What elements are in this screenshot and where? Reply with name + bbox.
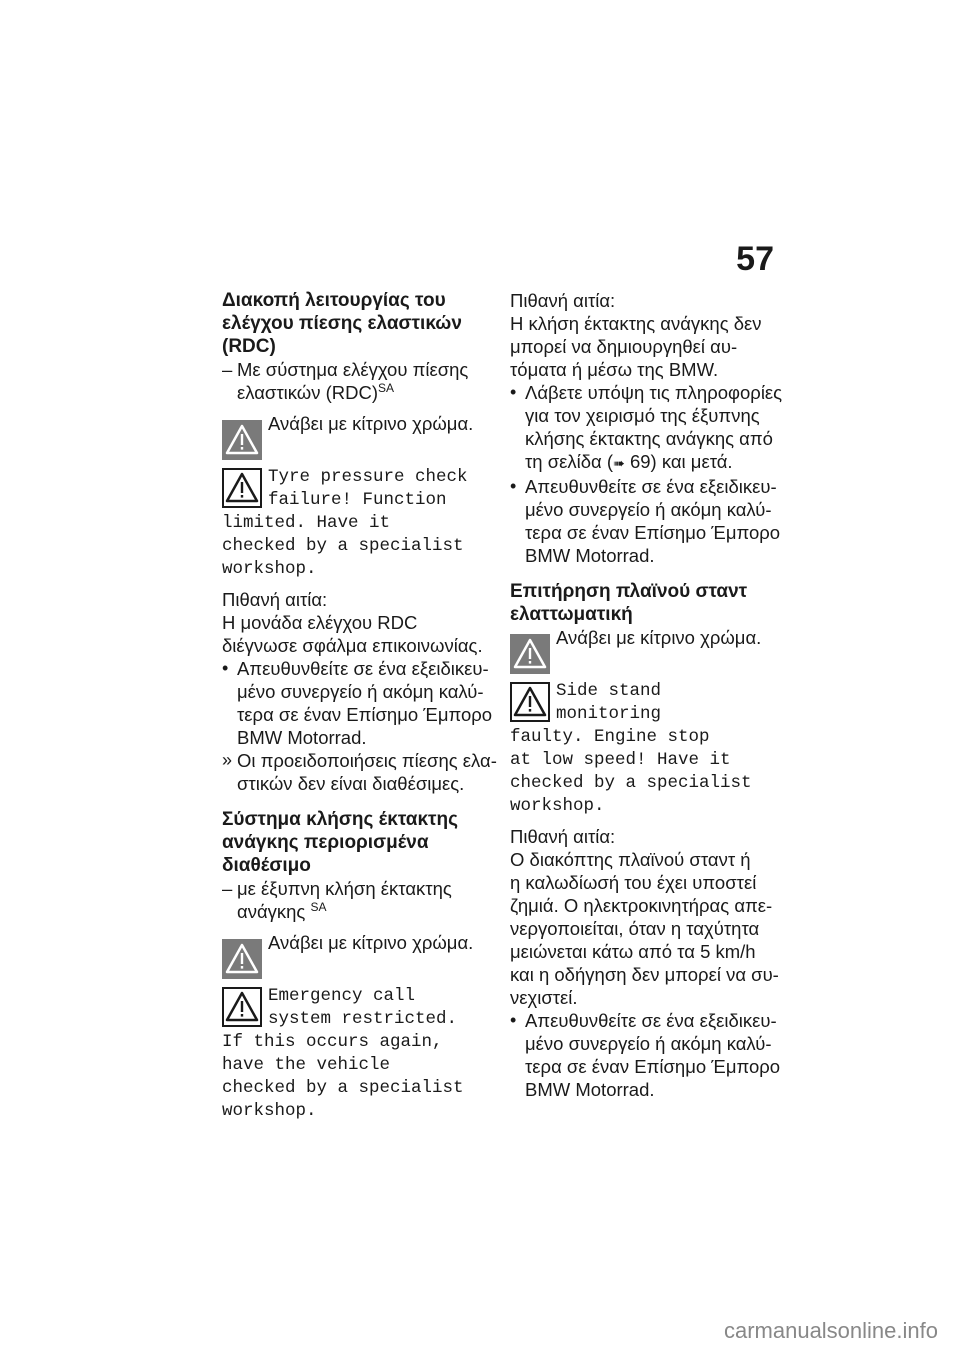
cause-line: μειώνεται κάτω από τα 5 km/h [510,941,756,962]
warning-triangle-filled-icon [222,939,262,979]
bullet-line: τερα σε έναν Επίσημο Έμπορο [525,522,781,543]
display-line: Tyre pressure check [268,467,468,487]
warning-triangle-outline-icon [510,682,550,722]
warning-triangle-filled-icon [510,634,550,674]
warning-triangle-outline-icon [222,468,262,508]
rdc-bullet [222,657,492,749]
ecall-indicator [222,931,492,979]
bullet-line: τερα σε έναν Επίσημο Έμπορο [237,704,493,725]
heading-line: ελαττωματική [510,604,633,625]
right-column [510,289,785,1101]
page-reference-link[interactable]: 69 [629,451,651,472]
display-line: failure! Function [268,490,447,510]
bullet-line: BMW Motorrad. [525,545,655,566]
display-line: Side stand [556,681,662,701]
heading-line: ανάγκης περιορισμένα [222,832,429,853]
bullet-line: κλήσης έκτακτης ανάγκης από [525,428,773,449]
bullet-line: τη σελίδα (➠ 69) και μετά. [525,451,733,472]
bullet-line: μένο συνεργείο ή ακόμη καλύ- [237,681,484,702]
rdc-display-message [222,466,492,581]
stand-indicator [510,626,785,674]
heading-line: Επιτήρηση πλαϊνού σταντ [510,581,748,602]
cause-line: Η μονάδα ελέγχου RDC [222,612,418,633]
left-column [222,289,497,1123]
condition-line: ελαστικών (RDC)$^{SA}$ [237,380,395,403]
display-line: checked by a specialist [222,536,464,556]
cause-line: ζημιά. Ο ηλεκτροκινητήρας απε- [510,895,773,916]
cause-line: και η οδήγηση δεν μπορεί να συ- [510,964,779,985]
cause-line: νεργοποιείται, όταν η ταχύτητα [510,918,760,939]
ecall-condition [222,877,492,923]
dash-mark: – [222,878,233,899]
indicator-text: Ανάβει με κίτρινο χρώμα. [556,627,762,648]
cause-line: διέγνωσε σφάλμα επικοινωνίας. [222,635,483,656]
bullet-line: Απευθυνθείτε σε ένα εξειδικευ- [525,1010,777,1031]
display-line: Emergency call [268,986,416,1006]
ecall-display-message [222,985,492,1123]
dash-mark: – [222,359,233,380]
display-line: monitoring [556,704,662,724]
display-line: If this occurs again, [222,1032,443,1052]
display-line: limited. Have it [222,513,391,533]
display-line: checked by a specialist [510,773,752,793]
condition-line: Με σύστημα ελέγχου πίεσης [237,359,469,380]
bullet-line: τερα σε έναν Επίσημο Έμπορο [525,1056,781,1077]
rdc-indicator [222,412,492,460]
cause-line: Ο διακόπτης πλαϊνού σταντ ή [510,849,751,870]
stand-bullet [510,1009,785,1101]
bullet-mark: • [510,1010,517,1030]
ecall-bullet-info [510,381,785,475]
heading-line: διαθέσιμο [222,855,311,876]
heading-line: Διακοπή λειτουργίας του [222,290,446,311]
cause-line: νεχιστεί. [510,987,578,1008]
heading-line: (RDC) [222,336,276,357]
condition-line: ανάγκης $^{SA}$ [237,899,327,922]
condition-line: με έξυπνη κλήση έκτακτης [237,878,452,899]
bullet-mark: • [510,382,517,402]
ecall-bullet-workshop [510,475,785,567]
display-line: workshop. [222,1101,317,1121]
cause-line: η καλωδίωσή του έχει υποστεί [510,872,757,893]
bullet-line: για τον χειρισμό της έξυπνης [525,405,760,426]
cause-line: τόματα ή μέσω της BMW. [510,359,719,380]
display-line: faulty. Engine stop [510,727,710,747]
bullet-line: μένο συνεργείο ή ακόμη καλύ- [525,1033,772,1054]
display-line: at low speed! Have it [510,750,731,770]
page-number: 57 [736,240,774,278]
rdc-heading [222,289,492,358]
cause-line: Η κλήση έκτακτης ανάγκης δεν [510,313,762,334]
bullet-line: Απευθυνθείτε σε ένα εξειδικευ- [237,658,489,679]
heading-line: Σύστημα κλήσης έκτακτης [222,809,459,830]
sa-superscript: SA [310,899,327,914]
heading-line: ελέγχου πίεσης ελαστικών [222,313,462,334]
cause-label: Πιθανή αιτία: [510,290,616,311]
bullet-line: BMW Motorrad. [237,727,367,748]
display-line: workshop. [222,559,317,579]
result-line: Οι προειδοποιήσεις πίεσης ελα- [237,750,497,771]
warning-triangle-outline-icon [222,987,262,1027]
display-line: system restricted. [268,1009,458,1029]
bullet-line: Λάβετε υπόψη τις πληροφορίες [525,382,783,403]
cause-label: Πιθανή αιτία: [510,826,616,847]
display-line: checked by a specialist [222,1078,464,1098]
rdc-result [222,749,497,795]
sa-superscript: SA [378,380,395,395]
stand-display-message [510,680,785,818]
watermark: carmanualsonline.info [723,1318,938,1343]
bullet-mark: • [222,658,229,678]
bullet-line: μένο συνεργείο ή ακόμη καλύ- [525,499,772,520]
cause-label: Πιθανή αιτία: [222,589,328,610]
stand-heading [510,580,785,626]
cause-line: μπορεί να δημιουργηθεί αυ- [510,336,738,357]
result-mark: » [222,750,233,770]
bullet-mark: • [510,476,517,496]
arrow-right-icon: ➠ [613,455,625,471]
bullet-line: BMW Motorrad. [525,1079,655,1100]
result-line: στικών δεν είναι διαθέσιμες. [237,773,465,794]
display-line: workshop. [510,796,605,816]
rdc-condition [222,358,492,404]
display-line: have the vehicle [222,1055,391,1075]
bullet-line: Απευθυνθείτε σε ένα εξειδικευ- [525,476,777,497]
indicator-text: Ανάβει με κίτρινο χρώμα. [268,413,474,434]
ecall-heading [222,808,492,877]
warning-triangle-filled-icon [222,420,262,460]
indicator-text: Ανάβει με κίτρινο χρώμα. [268,932,474,953]
